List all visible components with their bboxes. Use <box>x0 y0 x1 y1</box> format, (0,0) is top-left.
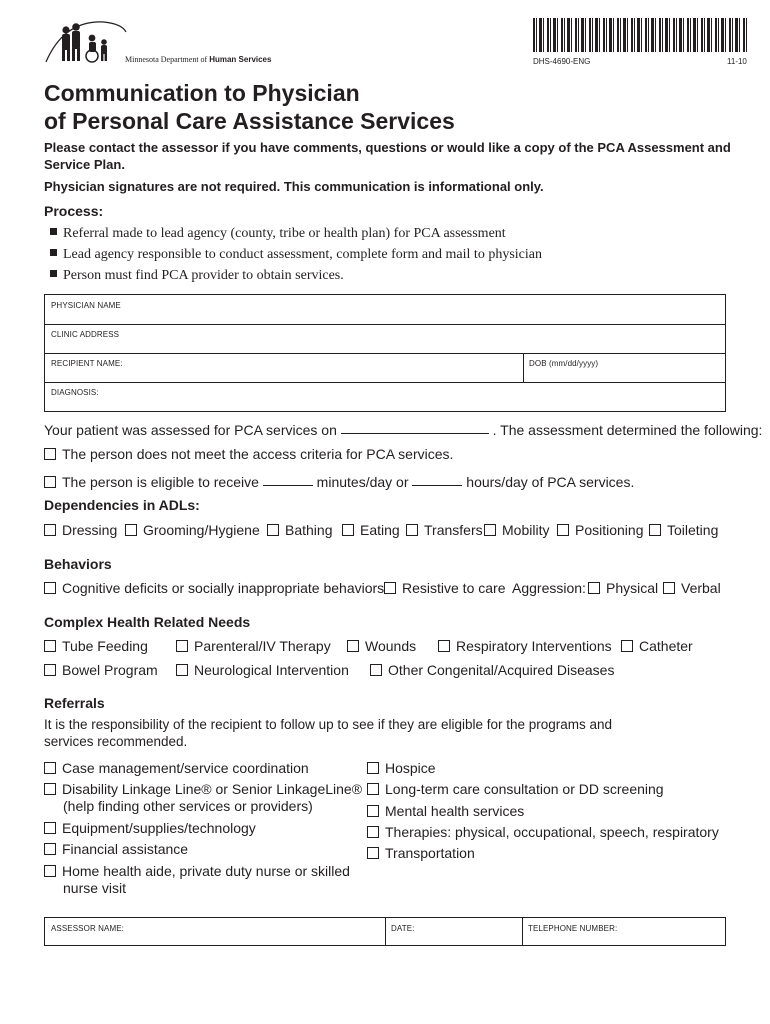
assessor-info-box <box>44 917 726 946</box>
checkbox[interactable] <box>384 582 396 594</box>
barcode <box>533 18 747 52</box>
resistive-label: Resistive to care <box>402 580 506 596</box>
patient-info-box <box>44 294 726 412</box>
referral-label: Case management/service coordination <box>62 760 309 776</box>
referral-label-continued: (help finding other services or providers) <box>63 798 313 814</box>
health-need-option[interactable] <box>438 638 612 654</box>
health-need-label: Respiratory Interventions <box>456 638 612 654</box>
divider <box>385 918 386 945</box>
health-need-label: Catheter <box>639 638 693 654</box>
checkbox[interactable] <box>588 582 600 594</box>
checkbox[interactable] <box>44 865 56 877</box>
referral-option[interactable] <box>44 820 256 836</box>
page-title <box>44 79 455 135</box>
adl-option[interactable] <box>267 522 332 538</box>
referral-option[interactable] <box>44 863 350 879</box>
referral-label-continued: nurse visit <box>63 880 127 896</box>
adl-label: Mobility <box>502 522 550 538</box>
minutes-label: minutes/day or <box>316 474 409 490</box>
checkbox[interactable] <box>367 805 379 817</box>
checkbox[interactable] <box>44 783 56 795</box>
physical-label: Physical <box>606 580 659 596</box>
process-item-text: Person must find PCA provider to obtain services. <box>63 268 344 283</box>
health-need-label: Tube Feeding <box>62 638 148 654</box>
bullet-icon <box>50 228 57 235</box>
dhs-logo <box>44 18 128 64</box>
process-item <box>50 226 506 242</box>
adl-option[interactable] <box>649 522 718 538</box>
adl-label: Toileting <box>667 522 719 538</box>
referral-label: Transportation <box>385 845 475 861</box>
form-number: DHS-4690-ENG <box>533 57 591 66</box>
behaviors-heading: Behaviors <box>44 556 112 572</box>
title-line-2: of Personal Care Assistance Services <box>44 108 455 134</box>
checkbox[interactable] <box>44 582 56 594</box>
process-item <box>50 268 344 284</box>
adl-option[interactable] <box>406 522 483 538</box>
process-item-text: Lead agency responsible to conduct assessment, complete form and mail to physician <box>63 247 542 262</box>
health-need-option[interactable] <box>347 638 416 654</box>
checkbox[interactable] <box>44 448 56 460</box>
checkbox[interactable] <box>621 640 633 652</box>
referral-option[interactable] <box>367 760 436 776</box>
assessment-date-input[interactable] <box>341 433 489 434</box>
process-item <box>50 247 542 263</box>
minutes-input[interactable] <box>263 485 313 486</box>
checkbox[interactable] <box>367 783 379 795</box>
recipient-name-field[interactable]: RECIPIENT NAME: <box>51 359 123 368</box>
referral-label: Therapies: physical, occupational, speech, respiratory <box>385 824 719 840</box>
health-needs-heading: Complex Health Related Needs <box>44 614 251 630</box>
divider <box>523 353 524 382</box>
divider <box>45 382 725 383</box>
not-meet-label: The person does not meet the access criteria for PCA services. <box>62 446 454 462</box>
adl-label: Bathing <box>285 522 333 538</box>
health-need-option[interactable] <box>621 638 693 654</box>
eligible-prefix: The person is eligible to receive <box>62 474 259 490</box>
divider <box>45 353 725 354</box>
physician-name-field[interactable]: PHYSICIAN NAME <box>51 301 121 310</box>
divider <box>45 324 725 325</box>
bullet-icon <box>50 270 57 277</box>
checkbox[interactable] <box>44 822 56 834</box>
bullet-icon <box>50 249 57 256</box>
referral-option[interactable] <box>44 760 309 776</box>
verbal-label: Verbal <box>681 580 721 596</box>
referral-label: Home health aide, private duty nurse or skilled <box>62 863 350 879</box>
not-meet-option[interactable] <box>44 446 453 462</box>
health-need-label: Other Congenital/Acquired Diseases <box>388 662 615 678</box>
hours-label: hours/day of PCA services. <box>466 474 635 490</box>
people-logo-icon <box>44 18 128 64</box>
referral-label: Hospice <box>385 760 436 776</box>
checkbox[interactable] <box>342 524 354 536</box>
health-need-label: Bowel Program <box>62 662 158 678</box>
checkbox[interactable] <box>347 640 359 652</box>
referral-option[interactable] <box>367 824 719 840</box>
checkbox[interactable] <box>44 640 56 652</box>
referral-label: Disability Linkage Line® or Senior LinkageLine® <box>62 781 363 797</box>
checkbox[interactable] <box>367 847 379 859</box>
checkbox[interactable] <box>370 664 382 676</box>
assessment-date-line <box>44 422 762 438</box>
process-heading: Process: <box>44 203 104 219</box>
referral-label: Long-term care consultation or DD screening <box>385 781 664 797</box>
health-need-option[interactable] <box>44 638 148 654</box>
contact-notice: Please contact the assessor if you have comments, questions or would like a copy of the PCA Assessment and Service Plan. <box>44 140 731 172</box>
checkbox[interactable] <box>663 582 675 594</box>
health-need-option[interactable] <box>176 662 349 678</box>
date-field[interactable]: DATE: <box>391 924 415 933</box>
eligible-option[interactable] <box>44 474 634 490</box>
aggression-label: Aggression: <box>512 580 586 596</box>
clinic-address-field[interactable]: CLINIC ADDRESS <box>51 330 120 339</box>
adl-label: Positioning <box>575 522 644 538</box>
referral-option[interactable] <box>367 781 664 797</box>
referral-option[interactable] <box>44 781 362 797</box>
health-need-label: Neurological Intervention <box>194 662 349 678</box>
referral-label: Mental health services <box>385 803 525 819</box>
adl-label: Transfers <box>424 522 483 538</box>
health-need-option[interactable] <box>44 662 158 678</box>
agency-name <box>125 55 271 64</box>
checkbox[interactable] <box>267 524 279 536</box>
checkbox[interactable] <box>44 762 56 774</box>
hours-input[interactable] <box>412 485 462 486</box>
adls-heading: Dependencies in ADLs: <box>44 497 200 513</box>
adl-option[interactable] <box>484 522 549 538</box>
process-item-text: Referral made to lead agency (county, tribe or health plan) for PCA assessment <box>63 226 506 241</box>
adl-option[interactable] <box>342 522 400 538</box>
signatures-notice: Physician signatures are not required. This communication is informational only. <box>44 179 544 194</box>
cognitive-option[interactable] <box>44 580 384 596</box>
referral-option[interactable] <box>367 803 524 819</box>
checkbox[interactable] <box>557 524 569 536</box>
diagnosis-field[interactable]: DIAGNOSIS: <box>51 388 99 397</box>
checkbox[interactable] <box>406 524 418 536</box>
physical-option[interactable] <box>588 580 658 596</box>
assessment-prefix: Your patient was assessed for PCA services on <box>44 422 337 438</box>
health-need-option[interactable] <box>370 662 614 678</box>
verbal-option[interactable] <box>663 580 721 596</box>
divider <box>522 918 523 945</box>
checkbox[interactable] <box>484 524 496 536</box>
adl-label: Grooming/Hygiene <box>143 522 260 538</box>
agency-name-bold: Human Services <box>209 55 272 64</box>
referral-option[interactable] <box>44 841 188 857</box>
referral-label: Equipment/supplies/technology <box>62 820 256 836</box>
checkbox[interactable] <box>44 476 56 488</box>
referral-option[interactable] <box>367 845 475 861</box>
checkbox[interactable] <box>44 664 56 676</box>
checkbox[interactable] <box>438 640 450 652</box>
referral-label: Financial assistance <box>62 841 189 857</box>
checkbox[interactable] <box>125 524 137 536</box>
health-need-label: Wounds <box>365 638 417 654</box>
checkbox[interactable] <box>176 640 188 652</box>
health-need-option[interactable] <box>176 638 331 654</box>
checkbox[interactable] <box>44 843 56 855</box>
checkbox[interactable] <box>649 524 661 536</box>
adl-label: Dressing <box>62 522 118 538</box>
checkbox[interactable] <box>176 664 188 676</box>
assessment-suffix: . The assessment determined the following: <box>492 422 763 438</box>
dob-field[interactable]: DOB (mm/dd/yyyy) <box>529 359 599 368</box>
health-need-label: Parenteral/IV Therapy <box>194 638 331 654</box>
telephone-field[interactable]: TELEPHONE NUMBER: <box>528 924 618 933</box>
referrals-note: It is the responsibility of the recipient to follow up to see if they are eligible for the programs and services recommended. <box>44 717 613 749</box>
checkbox[interactable] <box>44 524 56 536</box>
agency-prefix: Minnesota Department of <box>125 55 208 64</box>
cognitive-label: Cognitive deficits or socially inappropriate behaviors <box>62 580 385 596</box>
referrals-heading: Referrals <box>44 695 105 711</box>
title-line-1: Communication to Physician <box>44 80 360 106</box>
adl-option[interactable] <box>125 522 260 538</box>
adl-option[interactable] <box>44 522 117 538</box>
checkbox[interactable] <box>367 826 379 838</box>
resistive-option[interactable] <box>384 580 505 596</box>
form-date: 11-10 <box>727 57 747 66</box>
adl-label: Eating <box>360 522 400 538</box>
checkbox[interactable] <box>367 762 379 774</box>
assessor-name-field[interactable]: ASSESSOR NAME: <box>51 924 124 933</box>
adl-option[interactable] <box>557 522 644 538</box>
